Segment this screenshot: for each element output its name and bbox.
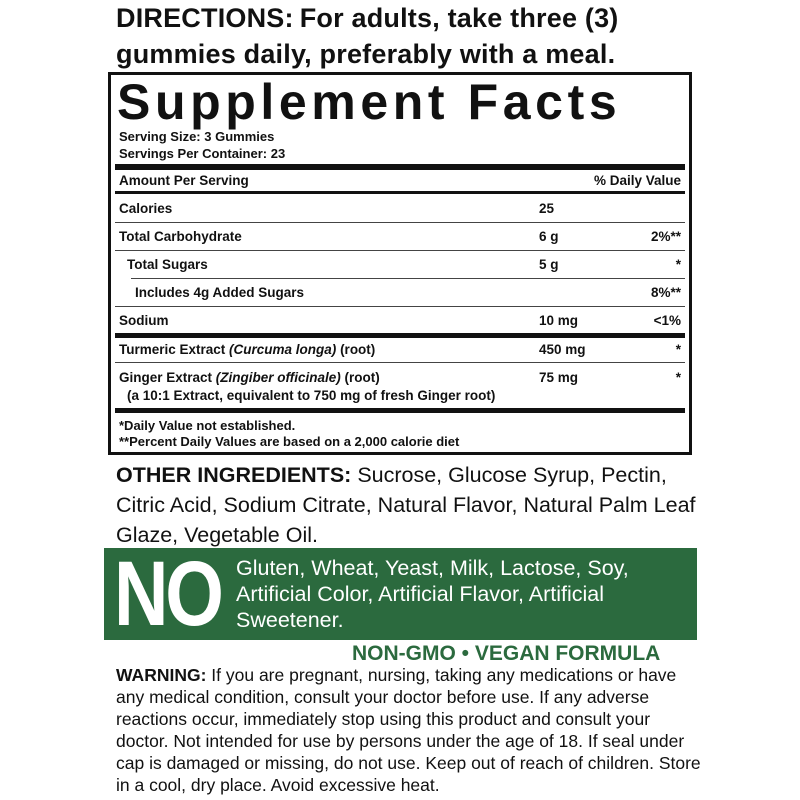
free-from-banner <box>104 543 697 645</box>
other-ingredients <box>116 460 706 550</box>
directions-label: DIRECTIONS: <box>116 3 294 33</box>
warning <box>116 664 706 796</box>
row-amount: 6 g <box>539 229 559 244</box>
row-divider <box>115 362 685 363</box>
other-ingredients-label: OTHER INGREDIENTS: <box>116 463 352 487</box>
footnote-percent: **Percent Daily Values are based on a 2,000 calorie diet <box>119 434 460 449</box>
directions <box>116 0 696 72</box>
row-dv: * <box>675 370 681 385</box>
ginger-detail: (a 10:1 Extract, equivalent to 750 mg of fresh Ginger root) <box>127 388 496 403</box>
row-dv: 8%** <box>650 285 681 300</box>
serving-size: Serving Size: 3 Gummies <box>119 129 275 144</box>
thick-divider-top <box>115 164 685 170</box>
plant-part: (root) <box>336 342 376 357</box>
ingredient-name: Ginger Extract <box>119 370 216 385</box>
row-dv: 2%** <box>650 229 681 244</box>
row-divider <box>115 222 685 223</box>
ingredient-name: Turmeric Extract <box>119 342 230 357</box>
row-name: Total Sugars <box>127 257 208 272</box>
row-amount: 5 g <box>539 257 559 272</box>
latin-name: (Zingiber officinale) <box>215 370 341 385</box>
claims-line: NON-GMO • VEGAN FORMULA <box>352 642 661 665</box>
table-row-sodium <box>119 313 681 329</box>
row-amount: 75 mg <box>539 370 579 385</box>
row-amount: 25 <box>539 201 555 216</box>
row-name <box>119 342 375 357</box>
thick-divider-middle <box>115 333 685 338</box>
table-row-ginger <box>119 370 681 386</box>
no-badge: NO <box>114 543 221 645</box>
free-from-list: Gluten, Wheat, Yeast, Milk, Lactose, Soy, Artificial Color, Artificial Flavor, Artificial Sweetener. <box>236 556 629 632</box>
row-divider <box>115 250 685 251</box>
amount-header-row <box>119 173 681 189</box>
table-row-turmeric <box>119 342 681 358</box>
plant-part: (root) <box>340 370 380 385</box>
row-name: Total Carbohydrate <box>119 229 242 244</box>
table-row-total-carbohydrate <box>119 229 681 245</box>
row-divider <box>131 278 685 279</box>
table-row-total-sugars <box>119 257 681 273</box>
warning-text: If you are pregnant, nursing, taking any medications or have any medical condition, consult your doctor before use. If any adverse reactions occur, immediately stop using this product and consult your doctor. Not intended for use by persons under the age of 18. If seal under cap is damaged or missing, do not use. Keep out of reach of children. Store in a cool, dry place. Avoid excessive heat. <box>116 665 701 795</box>
row-divider <box>115 306 685 307</box>
other-ingredients-text: Sucrose, Glucose Syrup, Pectin, Citric Acid, Sodium Citrate, Natural Flavor, Natural Palm Leaf Glaze, Vegetable Oil. <box>116 463 696 547</box>
thick-divider-bottom <box>115 408 685 413</box>
row-dv: * <box>675 342 681 357</box>
row-dv: * <box>675 257 681 272</box>
row-name: Sodium <box>119 313 169 328</box>
row-name <box>119 370 380 385</box>
directions-text: For adults, take three (3) gummies daily, preferably with a meal. <box>116 3 619 69</box>
amount-per-serving-header: Amount Per Serving <box>119 173 249 188</box>
header-divider <box>115 191 685 194</box>
row-dv: <1% <box>653 313 681 328</box>
latin-name: (Curcuma longa) <box>229 342 337 357</box>
supplement-facts-title: Supplement Facts <box>117 74 622 130</box>
row-amount: 10 mg <box>539 313 579 328</box>
warning-label: WARNING: <box>116 665 207 685</box>
footnote-daily-value: *Daily Value not established. <box>119 418 296 433</box>
row-name: Calories <box>119 201 173 216</box>
table-row-added-sugars <box>119 285 681 301</box>
table-row-calories <box>119 201 681 217</box>
servings-per-container: Servings Per Container: 23 <box>119 146 286 161</box>
row-amount: 450 mg <box>539 342 586 357</box>
supplement-facts-panel <box>108 72 692 455</box>
row-name: Includes 4g Added Sugars <box>135 285 305 300</box>
daily-value-header: % Daily Value <box>593 173 681 188</box>
